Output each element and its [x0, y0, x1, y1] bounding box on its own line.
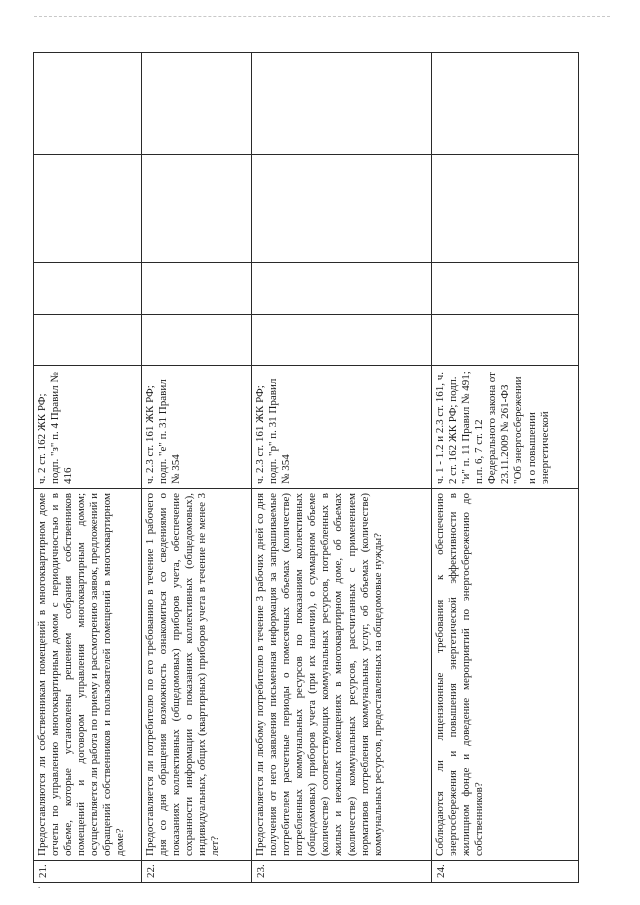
- legal-reference: ч. 2.3 ст. 161 ЖК РФ; подп. "р" п. 31 Правил № 354: [252, 366, 432, 489]
- answer-no-cell: [252, 263, 432, 315]
- note-cell: [432, 53, 579, 155]
- answer-no-cell: [142, 263, 252, 315]
- requirement-question: Соблюдаются ли лицензионные требования к обеспечению энергосбережения и повышения энергетической эффективности в жилищном фонде и доведение мероприятий по энергосбережению до собственников?: [432, 489, 579, 861]
- note-cell: [142, 53, 252, 155]
- note-cell: [252, 53, 432, 155]
- requirement-question: Предоставляется ли потребителю по его требованию в течение 1 рабочего дня со дня обращения возможность ознакомиться со сведениями о показаниях коллективных (общедомовых) приборов учета, обеспечение сохранности информации о показаниях коллективных (общедомовых), индивидуальных, общих (квартирных) приборов учета в течение не менее 3 лет?: [142, 489, 252, 861]
- answer-yes-cell: [34, 315, 142, 366]
- scan-edge-line: [34, 16, 610, 17]
- legal-reference: ч. 2.3 ст. 161 ЖК РФ; подп. "е" п. 31 Правил № 354: [142, 366, 252, 489]
- not-applicable-cell: [142, 155, 252, 263]
- requirement-question: Предоставляется ли любому потребителю в течение 3 рабочих дней со дня получения от него заявления письменная информация за запрашиваемые потребителем расчетные периоды о помесячных объемах (количестве) потребленных коммунальных ресурсов по показаниям коллективных (общедомовых) приборов учета (при их наличии), о суммарном объеме (количестве) соответствующих коммунальных ресурсов, потребленных в жилых и нежилых помещениях в многоквартирном доме, об объемах (количестве) коммунальных ресурсов, рассчитанных с применением нормативов потребления коммунальных услуг, об объемах (количестве) коммунальных ресурсов, предоставленных на общедомовые нужды?: [252, 489, 432, 861]
- note-cell: [34, 53, 142, 155]
- requirement-question: Предоставляются ли собственникам помещений в многоквартирном доме отчеты по управлению многоквартирным домом с периодичностью и в объеме, которые установлены решением собрания собственников помещений и договором управления многоквартирным домом; осуществляется ли работа по приему и рассмотрению заявок, предложений и обращений собственников и пользователей помещений в многоквартирном доме?: [34, 489, 142, 861]
- row-number: 22.: [142, 861, 252, 883]
- table-row: [34, 53, 142, 883]
- not-applicable-cell: [252, 155, 432, 263]
- table-row: [142, 53, 252, 883]
- table-row: [252, 53, 432, 883]
- row-number: 23.: [252, 861, 432, 883]
- row-number: 21.: [34, 861, 142, 883]
- answer-yes-cell: [252, 315, 432, 366]
- not-applicable-cell: [34, 155, 142, 263]
- legal-reference: ч. 1 - 1.2 и 2.3 ст. 161, ч. 2 ст. 162 ЖК РФ; подп. "и" п. 11 Правил № 491; п.п. 6, 7 ст. 12 Федерального закона от 23.11.2009 № 261-ФЗ "Об энергосбережении и о повышении энергетической: [432, 366, 579, 489]
- answer-yes-cell: [142, 315, 252, 366]
- answer-yes-cell: [432, 315, 579, 366]
- answer-no-cell: [34, 263, 142, 315]
- not-applicable-cell: [432, 155, 579, 263]
- legal-reference: ч. 2 ст. 162 ЖК РФ; подп. "з" п. 4 Правил № 416: [34, 366, 142, 489]
- answer-no-cell: [432, 263, 579, 315]
- table-row: [432, 53, 579, 883]
- row-number: 24.: [432, 861, 579, 883]
- checklist-table: [33, 52, 579, 883]
- scan-mark: .: [38, 880, 41, 890]
- rotated-page-content: [33, 53, 578, 883]
